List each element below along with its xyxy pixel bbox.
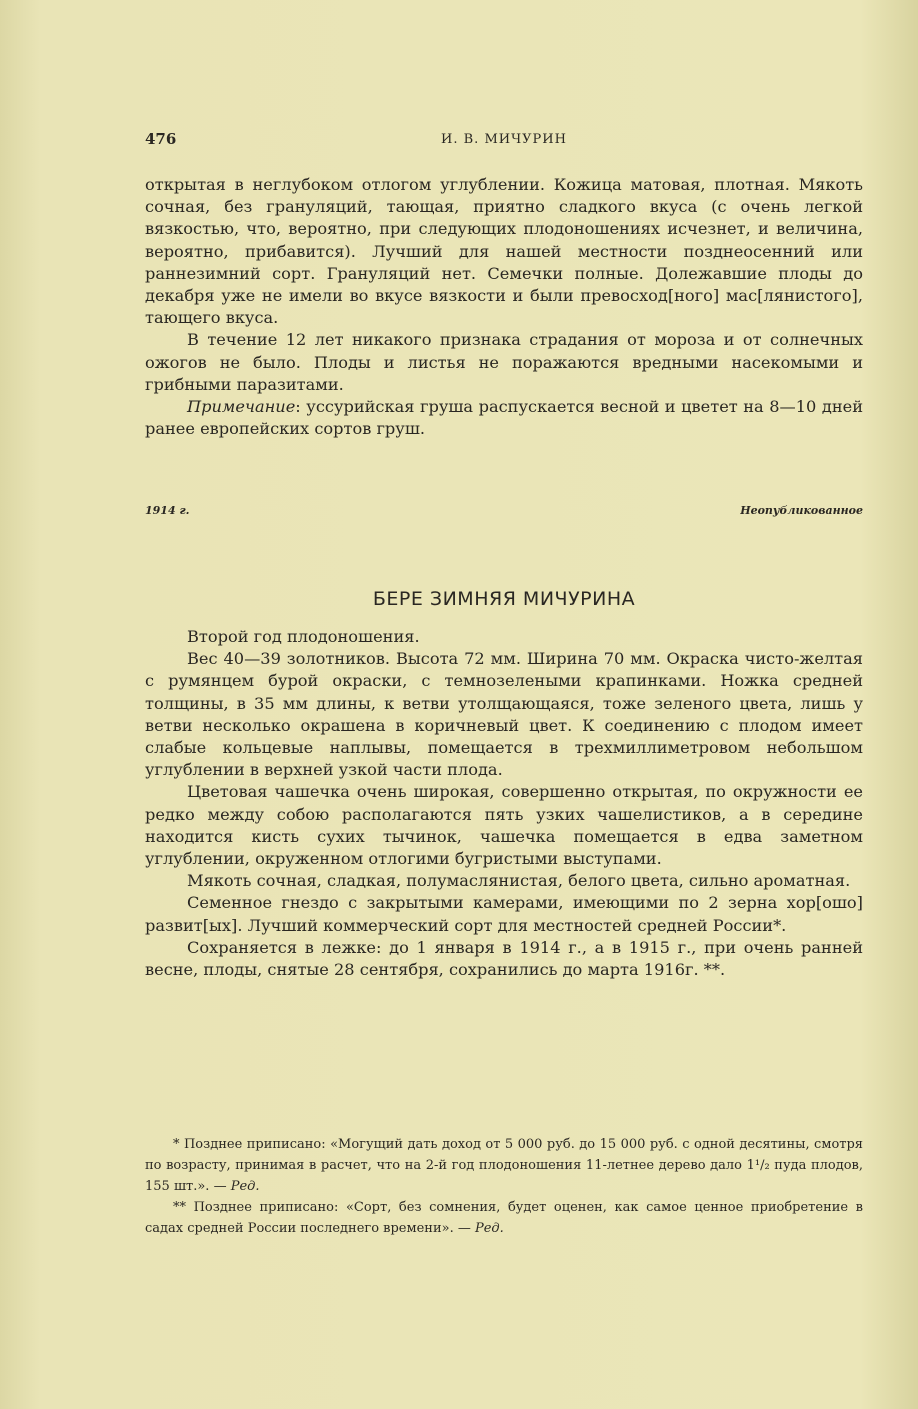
year-label: 1914 г. (145, 504, 190, 517)
footnote (145, 1197, 863, 1239)
editor-mark: Ред. (474, 1221, 504, 1236)
paragraph: Вес 40—39 золотников. Высота 72 мм. Ширина 70 мм. Окраска чисто-желтая с румянцем бурой окраски, с темнозелеными крапинками. Ножка средней толщины, в 35 мм длины, к ветви утолщающаяся, тоже зеленого цвета, лишь у ветви несколько окрашена в коричневый цвет. К соединению с плодом имеет слабые кольцевые наплывы, помещается в трехмиллиметровом небольшом углублении в верхней узкой части плода. (145, 649, 863, 780)
footnotes (145, 1134, 863, 1239)
paragraph: открытая в неглубоком отлогом углублении. Кожица матовая, плотная. Мякоть сочная, без грануляций, тающая, приятно сладкого вкуса (с очень легкой вязкостью, что, вероятно, при следующих плодоношениях исчезнет, и величина, вероятно, прибавится). Лучший для нашей местности позднеосенний или раннезимний сорт. Грануляций нет. Семечки полные. Долежавшие плоды до декабря уже не имели во вкусе вязкости и были превосход[ного] мас[лянистого], тающего вкуса. (145, 175, 863, 328)
paragraph: Второй год плодоношения. (187, 627, 420, 646)
paragraph: Семенное гнездо с закрытыми камерами, имеющими по 2 зерна хор[ошо] развит[ых]. Лучший коммерческий сорт для местностей средней России*. (145, 893, 863, 935)
running-title: И. В. МИЧУРИН (441, 132, 567, 147)
editor-mark: Ред. (230, 1179, 260, 1194)
note-text: : уссурийская груша распускается весной и цветет на 8—10 дней ранее европейских сортов груш. (145, 397, 863, 439)
paragraph: В течение 12 лет никакого признака страдания от мороза и от солнечных ожогов не было. Плоды и листья не поражаются вредными насекомыми и грибными паразитами. (145, 330, 863, 394)
footnote (145, 1134, 863, 1197)
paragraph: Цветовая чашечка очень широкая, совершенно открытая, по окружности ее редко между собою располагаются пять узких чашелистиков, а в середине находится кисть сухих тычинок, чашечка помещается в едва заметном углублении, окруженном отлогими бугристыми выступами. (145, 782, 863, 869)
footnote-text: ** Позднее приписано: «Сорт, без сомнения, будет оценен, как самое ценное приобретение в садах средней России последнего времени». — (145, 1200, 863, 1236)
paragraph: Мякоть сочная, сладкая, полумаслянистая, белого цвета, сильно ароматная. (187, 871, 851, 891)
running-head (145, 130, 863, 152)
publication-status: Неопубликованное (740, 504, 863, 517)
note-label: Примечание (187, 397, 296, 417)
page-number: 476 (145, 130, 177, 148)
article-title: БЕРЕ ЗИМНЯЯ МИЧУРИНА (372, 588, 636, 610)
article-body (145, 626, 863, 981)
intro-section (145, 174, 863, 440)
paragraph: Сохраняется в лежке: до 1 января в 1914 г., а в 1915 г., при очень ранней весне, плоды, снятые 28 сентября, сохранились до марта 1916г. **. (145, 937, 863, 980)
note-paragraph (145, 396, 863, 440)
footnote-text: * Позднее приписано: «Могущий дать доход от 5 000 руб. до 15 000 руб. с одной десятины, смотря по возрасту, принимая в расчет, что на 2-й год плодоношения 11-летнее дерево дало 1¹/₂ пуда плодов, 155 шт.». — (145, 1137, 863, 1194)
signature-row (145, 504, 863, 522)
